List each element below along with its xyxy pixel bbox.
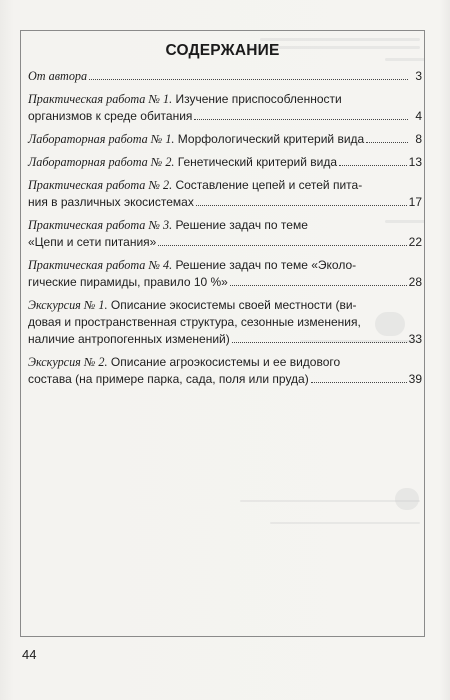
contents-entry[interactable] xyxy=(28,354,422,388)
contents-entry-line xyxy=(28,217,422,234)
contents-entry-line xyxy=(28,331,422,348)
contents-entry-line xyxy=(28,194,422,211)
entry-type: Практическая работа № 1. xyxy=(28,92,173,106)
entry-page-number: 39 xyxy=(408,372,422,386)
dot-leader xyxy=(366,142,408,143)
contents-entry-line xyxy=(28,297,422,314)
entry-page-number: 17 xyxy=(408,195,422,209)
contents-entry-line xyxy=(28,371,422,388)
contents-entry[interactable] xyxy=(28,91,422,125)
entry-description: Изучение приспособленности xyxy=(172,92,342,106)
contents-entry-line xyxy=(28,68,422,85)
dot-leader xyxy=(89,79,408,80)
contents-entry[interactable] xyxy=(28,154,422,171)
entry-description: Описание агроэкосистемы и ее видового xyxy=(107,355,341,369)
contents-entry[interactable] xyxy=(28,257,422,291)
contents-list xyxy=(28,68,422,394)
entry-page-number: 33 xyxy=(408,332,422,346)
entry-description: довая и пространственная структура, сезонные изменения, xyxy=(28,315,361,329)
entry-page-number: 28 xyxy=(408,275,422,289)
entry-page-number: 3 xyxy=(415,69,422,83)
contents-entry-line xyxy=(28,354,422,371)
contents-entry-line xyxy=(28,154,422,171)
entry-description: Составление цепей и сетей пита- xyxy=(172,178,363,192)
page-number: 44 xyxy=(22,647,37,662)
contents-entry-line xyxy=(28,177,422,194)
contents-entry-line xyxy=(28,91,422,108)
entry-description: Решение задач по теме «Эколо- xyxy=(172,258,357,272)
entry-description: наличие антропогенных изменений) xyxy=(28,332,230,346)
contents-entry-line xyxy=(28,131,422,148)
entry-description: Описание экосистемы своей местности (ви- xyxy=(107,298,357,312)
entry-type: От автора xyxy=(28,69,88,83)
entry-type: Лабораторная работа № 2. xyxy=(28,155,175,169)
contents-entry[interactable] xyxy=(28,68,422,85)
entry-description: организмов к среде обитания xyxy=(28,109,193,123)
contents-entry[interactable] xyxy=(28,131,422,148)
entry-description: «Цепи и сети питания» xyxy=(28,235,157,249)
entry-type: Экскурсия № 1. xyxy=(28,298,108,312)
entry-type: Практическая работа № 2. xyxy=(28,178,173,192)
entry-description: состава (на примере парка, сада, поля или пруда) xyxy=(28,372,309,386)
entry-description: Генетический критерий вида xyxy=(174,155,338,169)
dot-leader xyxy=(232,342,407,343)
entry-page-number: 22 xyxy=(408,235,422,249)
entry-page-number: 4 xyxy=(415,109,422,123)
dot-leader xyxy=(194,119,408,120)
dot-leader xyxy=(230,285,407,286)
contents-entry[interactable] xyxy=(28,217,422,251)
dot-leader xyxy=(311,382,407,383)
contents-entry-line xyxy=(28,314,422,331)
contents-title: СОДЕРЖАНИЕ xyxy=(165,42,280,59)
entry-page-number: 13 xyxy=(408,155,422,169)
entry-type: Экскурсия № 2. xyxy=(28,355,108,369)
dot-leader xyxy=(339,165,407,166)
contents-entry[interactable] xyxy=(28,177,422,211)
contents-entry-line xyxy=(28,257,422,274)
entry-type: Лабораторная работа № 1. xyxy=(28,132,175,146)
contents-entry-line xyxy=(28,108,422,125)
dot-leader xyxy=(196,205,407,206)
entry-description: гические пирамиды, правило 10 %» xyxy=(28,275,228,289)
entry-description: Решение задач по теме xyxy=(172,218,308,232)
dot-leader xyxy=(158,245,406,246)
contents-entry-line xyxy=(28,234,422,251)
entry-description: Морфологический критерий вида xyxy=(174,132,365,146)
contents-entry-line xyxy=(28,274,422,291)
entry-type: Практическая работа № 3. xyxy=(28,218,173,232)
contents-entry[interactable] xyxy=(28,297,422,348)
entry-type: Практическая работа № 4. xyxy=(28,258,173,272)
entry-description: ния в различных экосистемах xyxy=(28,195,194,209)
entry-page-number: 8 xyxy=(415,132,422,146)
